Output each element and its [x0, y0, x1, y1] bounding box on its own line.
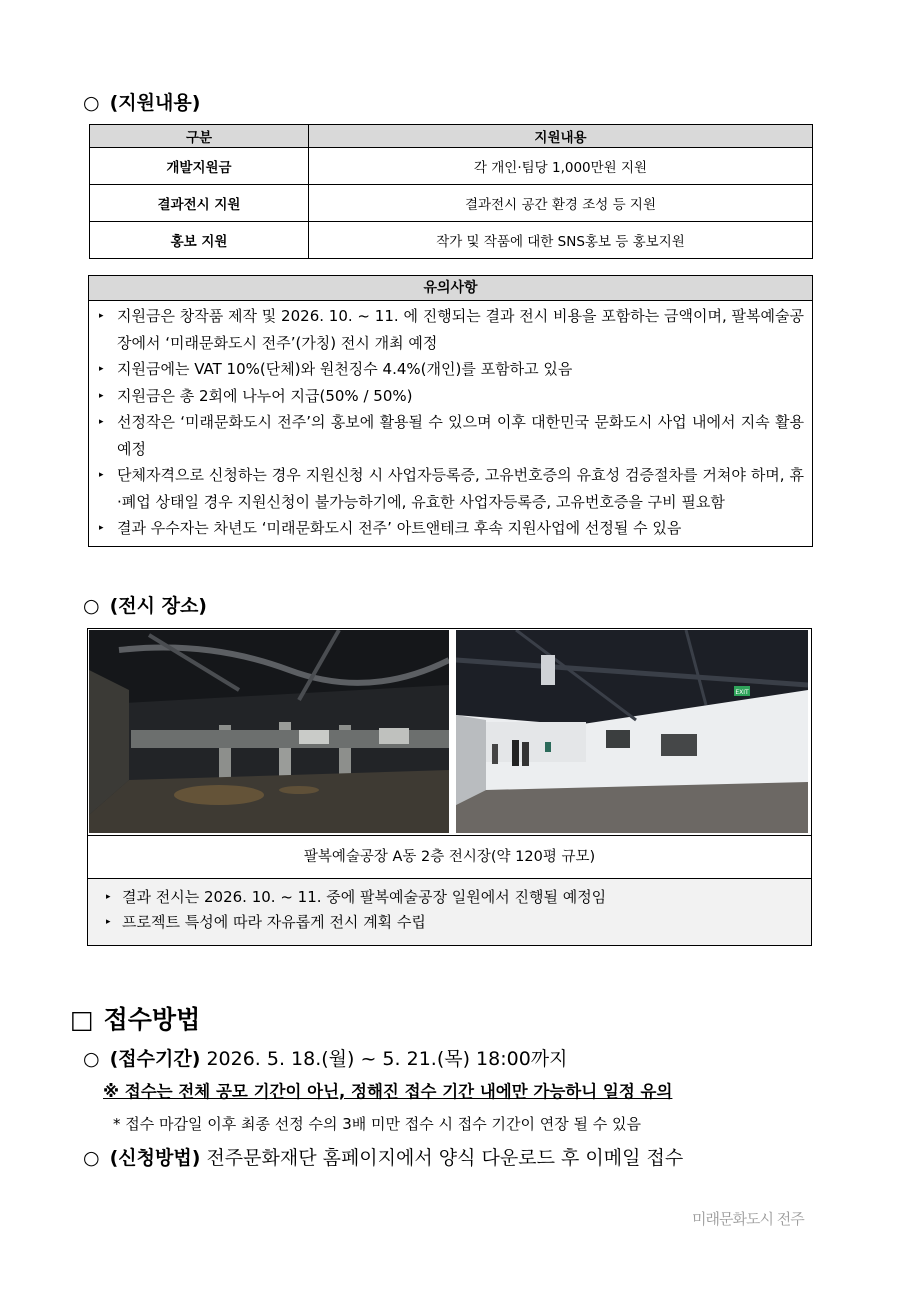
- table-cell-content: 작가 및 작품에 대한 SNS홍보 등 홍보지원: [309, 222, 813, 259]
- triangle-bullet-icon: ▸: [99, 523, 104, 533]
- venue-box: [87, 628, 812, 946]
- header-content: 지원내용: [309, 125, 813, 148]
- table-cell-content: 결과전시 공간 환경 조성 등 지원: [309, 185, 813, 222]
- application-warning: ※ 접수는 전체 공모 기간이 아닌, 정해진 접수 기간 내에만 가능하니 일정 유의: [103, 1082, 673, 1101]
- triangle-bullet-icon: ▸: [106, 892, 111, 902]
- triangle-bullet-icon: ▸: [99, 417, 104, 427]
- application-method: [83, 1143, 683, 1170]
- venue-caption: 팔복예술공장 A동 2층 전시장(약 120평 규모): [88, 836, 811, 879]
- support-section-title: ○ (지원내용): [83, 92, 201, 114]
- support-table: [89, 124, 813, 259]
- gallery-photo-dark: [89, 630, 449, 833]
- exit-sign-label: EXIT: [735, 689, 749, 696]
- list-item: ▸ 지원금에는 VAT 10%(단체)와 원천징수 4.4%(개인)를 포함하고 있음: [97, 356, 804, 383]
- table-cell-content: 각 개인·팀당 1,000만원 지원: [309, 148, 813, 185]
- period-label: (접수기간): [109, 1048, 201, 1070]
- list-item: ▸ 결과 우수자는 차년도 ‘미래문화도시 전주’ 아트앤테크 후속 지원사업에 선정될 수 있음: [97, 515, 804, 542]
- application-footnote: * 접수 마감일 이후 최종 선정 수의 3배 미만 접수 시 접수 기간이 연장 될 수 있음: [113, 1115, 642, 1133]
- method-value: 전주문화재단 홈페이지에서 양식 다운로드 후 이메일 접수: [206, 1147, 684, 1169]
- circle-bullet-icon: ○: [83, 1048, 100, 1070]
- triangle-bullet-icon: ▸: [106, 917, 111, 927]
- application-period: [83, 1044, 568, 1071]
- table-cell-category: 개발지원금: [90, 148, 309, 185]
- gallery-hall-lit-image: [456, 630, 808, 833]
- gallery-photo-lit: [456, 630, 808, 833]
- table-header-row: [90, 125, 813, 148]
- triangle-bullet-icon: ▸: [99, 364, 104, 374]
- list-item: ▸ 지원금은 창작품 제작 및 2026. 10. ~ 11. 에 진행되는 결과 전시 비용을 포함하는 금액이며, 팔복예술공장에서 ‘미래문화도시 전주’(가칭) 전시 개최 예정: [97, 303, 804, 356]
- circle-bullet-icon: ○: [83, 1147, 100, 1169]
- triangle-bullet-icon: ▸: [99, 311, 104, 321]
- triangle-bullet-icon: ▸: [99, 390, 104, 401]
- table-row: [90, 222, 813, 259]
- list-item: ▸ 결과 전시는 2026. 10. ~ 11. 중에 팔복예술공장 일원에서 진행될 예정임: [104, 885, 803, 910]
- notes-box: [88, 275, 813, 547]
- circle-bullet-icon: ○: [83, 595, 100, 617]
- method-label: (신청방법): [109, 1147, 201, 1169]
- list-item: ▸ 단체자격으로 신청하는 경우 지원신청 시 사업자등록증, 고유번호증의 유효성 검증절차를 거쳐야 하며, 휴·폐업 상태일 경우 지원신청이 불가능하기에, 유효한 사업자등록증, 고유번호증을 구비 필요함: [97, 462, 804, 515]
- table-cell-category: 홍보 지원: [90, 222, 309, 259]
- period-value: 2026. 5. 18.(월) ~ 5. 21.(목) 18:00까지: [206, 1048, 568, 1070]
- table-row: [90, 185, 813, 222]
- venue-notes: [88, 879, 811, 945]
- list-item: ▸ 지원금은 총 2회에 나누어 지급(50% / 50%): [97, 383, 804, 410]
- city-logo: 미래문화도시 전주: [692, 1210, 804, 1228]
- square-bullet-icon: □: [70, 1005, 94, 1034]
- circle-bullet-icon: ○: [83, 92, 100, 114]
- table-cell-category: 결과전시 지원: [90, 185, 309, 222]
- table-row: [90, 148, 813, 185]
- list-item: ▸ 선정작은 ‘미래문화도시 전주’의 홍보에 활용될 수 있으며 이후 대한민국 문화도시 사업 내에서 지속 활용 예정: [97, 409, 804, 462]
- venue-section-title: ○ (전시 장소): [83, 595, 207, 617]
- gallery-hall-dark-image: [89, 630, 449, 833]
- notes-list: [89, 301, 812, 546]
- header-category: 구분: [90, 125, 309, 148]
- venue-photos: [88, 629, 811, 836]
- list-item: ▸ 프로젝트 특성에 따라 자유롭게 전시 계획 수립: [104, 910, 803, 935]
- triangle-bullet-icon: ▸: [99, 470, 104, 480]
- application-section-title: □ 접수방법: [70, 1005, 201, 1034]
- notes-title: 유의사항: [89, 276, 812, 301]
